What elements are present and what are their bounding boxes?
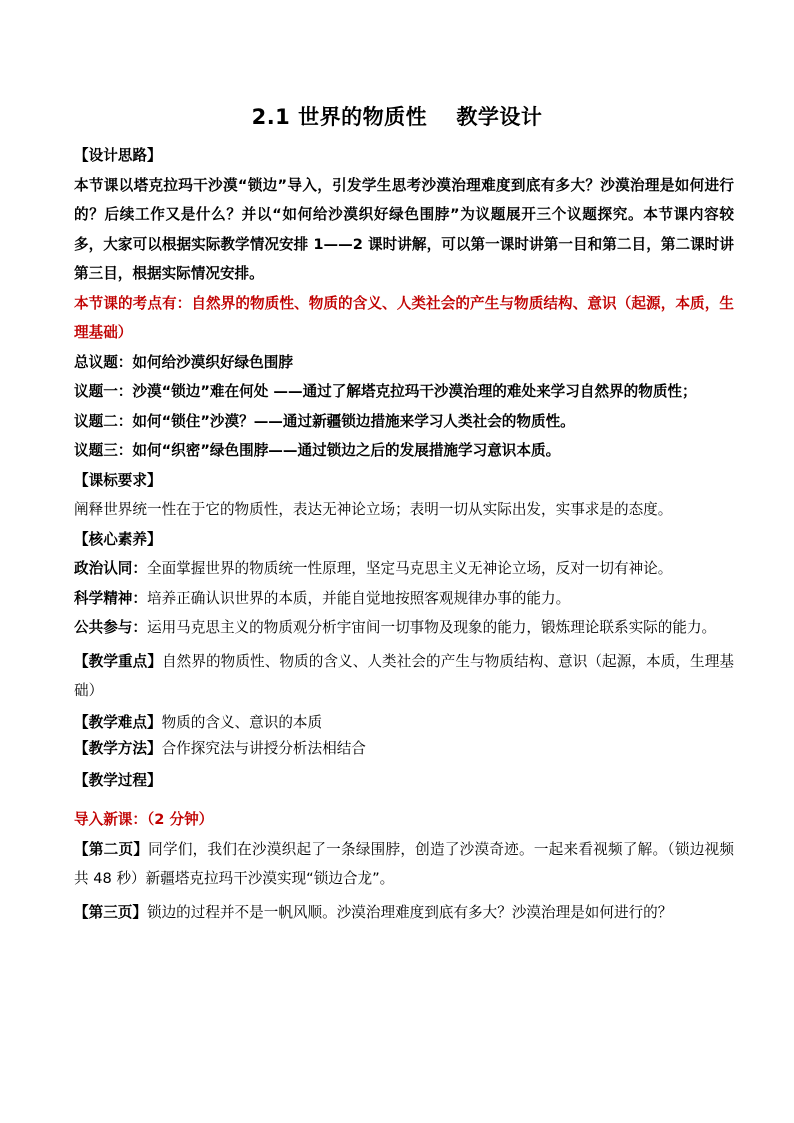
exam-points: 本节课的考点有：自然界的物质性、物质的含义、人类社会的产生与物质结构、意识（起源，本质，生理基础） <box>74 294 734 341</box>
page-three-text: 锁边的过程并不是一帆风顺。沙漠治理难度到底有多大？沙漠治理是如何进行的？ <box>146 903 673 921</box>
intro-heading: 导入新课：（2 分钟） <box>74 811 214 828</box>
process-heading: 【教学过程】 <box>74 771 162 789</box>
literacy-heading: 【核心素养】 <box>74 530 162 548</box>
document-body <box>74 141 734 927</box>
page-two-label: 【第二页】 <box>74 840 149 858</box>
teaching-key-points <box>74 647 734 706</box>
method-text: 合作探究法与讲授分析法相结合 <box>161 739 366 757</box>
political-text: 全面掌握世界的物质统一性原理，坚定马克思主义无神论立场，反对一切有神论。 <box>146 560 673 577</box>
key-text: 自然界的物质性、物质的含义、人类社会的产生与物质结构、意识（起源，本质，生理基础） <box>74 652 734 699</box>
science-label: 科学精神： <box>74 589 147 607</box>
difficulty-text: 物质的含义、意识的本质 <box>161 713 323 731</box>
document-title: 2.1 世界的物质性 教学设计 <box>251 105 543 129</box>
public-text: 运用马克思主义的物质观分析宇宙间一切事物及现象的能力，锻炼理论联系实际的能力。 <box>146 619 717 636</box>
teaching-method <box>74 736 734 762</box>
main-topic: 总议题：如何给沙漠织好绿色围脖 <box>74 353 293 371</box>
scientific-spirit <box>74 584 734 614</box>
page-two-paragraph <box>74 835 734 894</box>
political-label: 政治认同： <box>74 560 147 577</box>
design-heading: 【设计思路】 <box>74 147 162 164</box>
public-participation <box>74 613 734 643</box>
page-two-text: 同学们，我们在沙漠织起了一条绿围脖，创造了沙漠奇迹。一起来看视频了解。（锁边视频共 48 秒）新疆塔克拉玛干沙漠实现“锁边合龙”。 <box>74 840 734 887</box>
difficulty-label: 【教学难点】 <box>74 713 162 731</box>
public-label: 公共参与： <box>74 619 147 636</box>
topic-one: 议题一：沙漠“锁边”难在何处 ——通过了解塔克拉玛干沙漠治理的难处来学习自然界的物质性； <box>74 383 697 400</box>
standard-paragraph: 阐释世界统一性在于它的物质性，表达无神论立场；表明一切从实际出发，实事求是的态度。 <box>74 501 673 518</box>
science-text: 培养正确认识世界的本质，并能自觉地按照客观规律办事的能力。 <box>146 589 571 607</box>
topic-two: 议题二：如何“锁住”沙漠？——通过新疆锁边措施来学习人类社会的物质性。 <box>74 412 575 430</box>
design-paragraph: 本节课以塔克拉玛干沙漠“锁边”导入，引发学生思考沙漠治理难度到底有多大？沙漠治理是如何进行的？后续工作又是什么？并以“如何给沙漠织好绿色围脖”为议题展开三个议题探究。本节课内容较多，大家可以根据实际教学情况安排 1——2 课时讲解，可以第一课时讲第一目和第二目，第二课时讲第三目，根据实际情况安排。 <box>74 176 734 282</box>
political-identity <box>74 554 734 584</box>
teaching-difficulty <box>74 710 734 736</box>
method-label: 【教学方法】 <box>74 739 162 757</box>
topic-three: 议题三：如何“织密”绿色围脖——通过锁边之后的发展措施学习意识本质。 <box>74 442 561 459</box>
key-label: 【教学重点】 <box>74 652 163 670</box>
page-three-paragraph <box>74 898 734 928</box>
standard-heading: 【课标要求】 <box>74 471 162 489</box>
page-three-label: 【第三页】 <box>74 903 147 921</box>
